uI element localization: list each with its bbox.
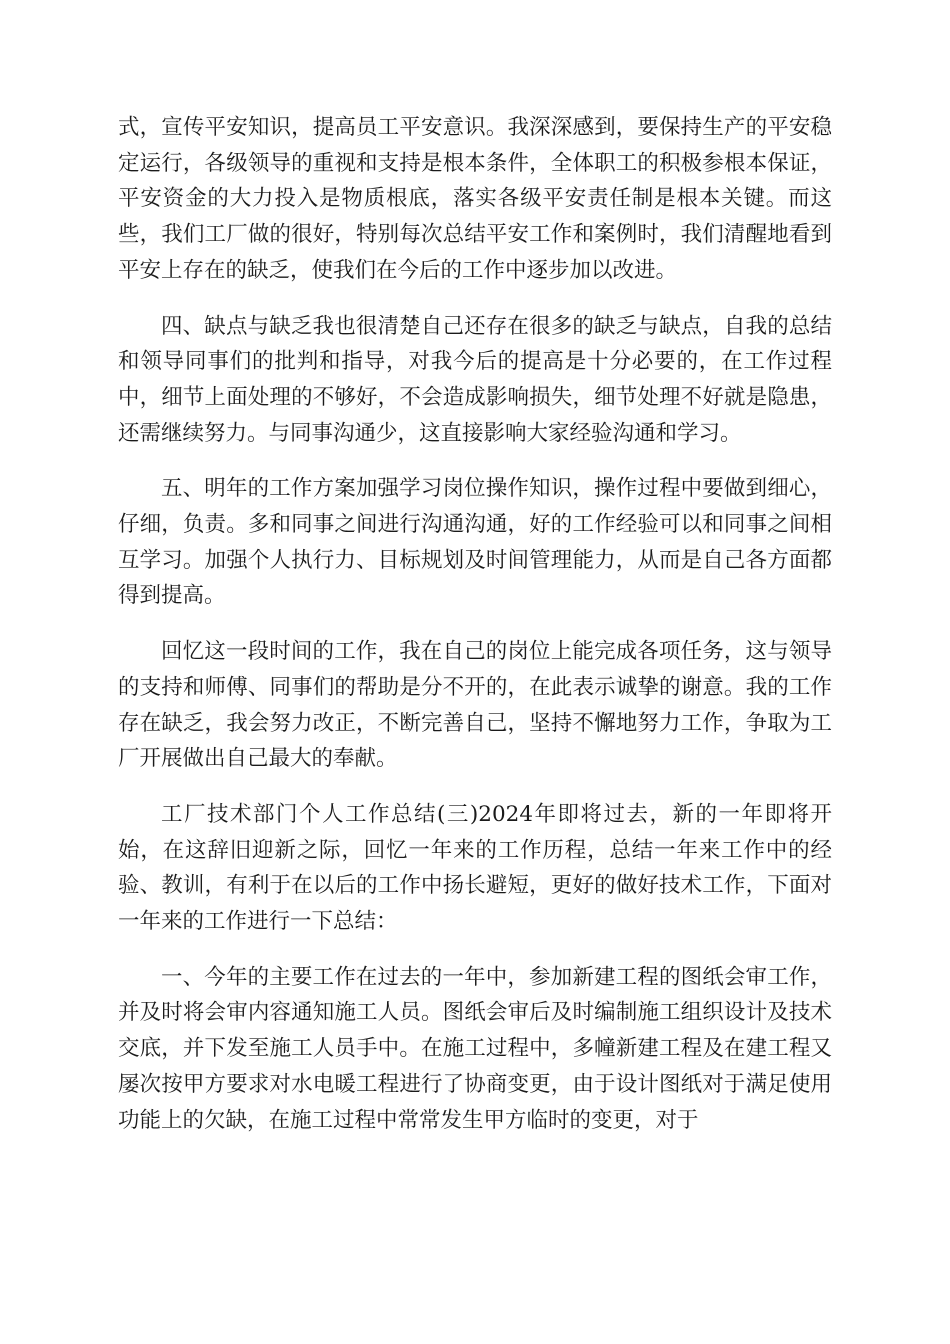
paragraph-shortcomings: 四、缺点与缺乏我也很清楚自己还存在很多的缺乏与缺点，自我的总结和领导同事们的批判和指导，对我今后的提高是十分必要的，在工作过程中，细节上面处理的不够好，不会造成影响损失，细节处理不好就是隐患，还需继续努力。与同事沟通少，这直接影响大家经验沟通和学习。: [118, 313, 832, 446]
paragraph-next-year-plan: 五、明年的工作方案加强学习岗位操作知识，操作过程中要做到细心，仔细，负责。多和同事之间进行沟通沟通，好的工作经验可以和同事之间相互学习。加强个人执行力、目标规划及时间管理能力，从而是自己各方面都得到提高。: [118, 476, 832, 609]
paragraph-summary-three-intro: 工厂技术部门个人工作总结(三)2024年即将过去，新的一年即将开始，在这辞旧迎新之际，回忆一年来的工作历程，总结一年来工作中的经验、教训，有利于在以后的工作中扬长避短，更好的做好技术工作，下面对一年来的工作进行一下总结：: [118, 801, 832, 935]
document-body: [118, 110, 832, 1138]
paragraph-review-thanks: 回忆这一段时间的工作，我在自己的岗位上能完成各项任务，这与领导的支持和师傅、同事们的帮助是分不开的，在此表示诚挚的谢意。我的工作存在缺乏，我会努力改正，不断完善自己，坚持不懈地努力工作，争取为工厂开展做出自己最大的奉献。: [118, 639, 832, 772]
paragraph-main-work: 一、今年的主要工作在过去的一年中，参加新建工程的图纸会审工作，并及时将会审内容通知施工人员。图纸会审后及时编制施工组织设计及技术交底，并下发至施工人员手中。在施工过程中，多幢新建工程及在建工程又屡次按甲方要求对水电暖工程进行了协商变更，由于设计图纸对于满足使用功能上的欠缺，在施工过程中常常发生甲方临时的变更，对于: [118, 964, 832, 1133]
paragraph-safety-continuation: 式，宣传平安知识，提高员工平安意识。我深深感到，要保持生产的平安稳定运行，各级领导的重视和支持是根本条件，全体职工的积极参根本保证，平安资金的大力投入是物质根底，落实各级平安责任制是根本关键。而这些，我们工厂做的很好，特别每次总结平安工作和案例时，我们清醒地看到平安上存在的缺乏，使我们在今后的工作中逐步加以改进。: [118, 115, 832, 283]
